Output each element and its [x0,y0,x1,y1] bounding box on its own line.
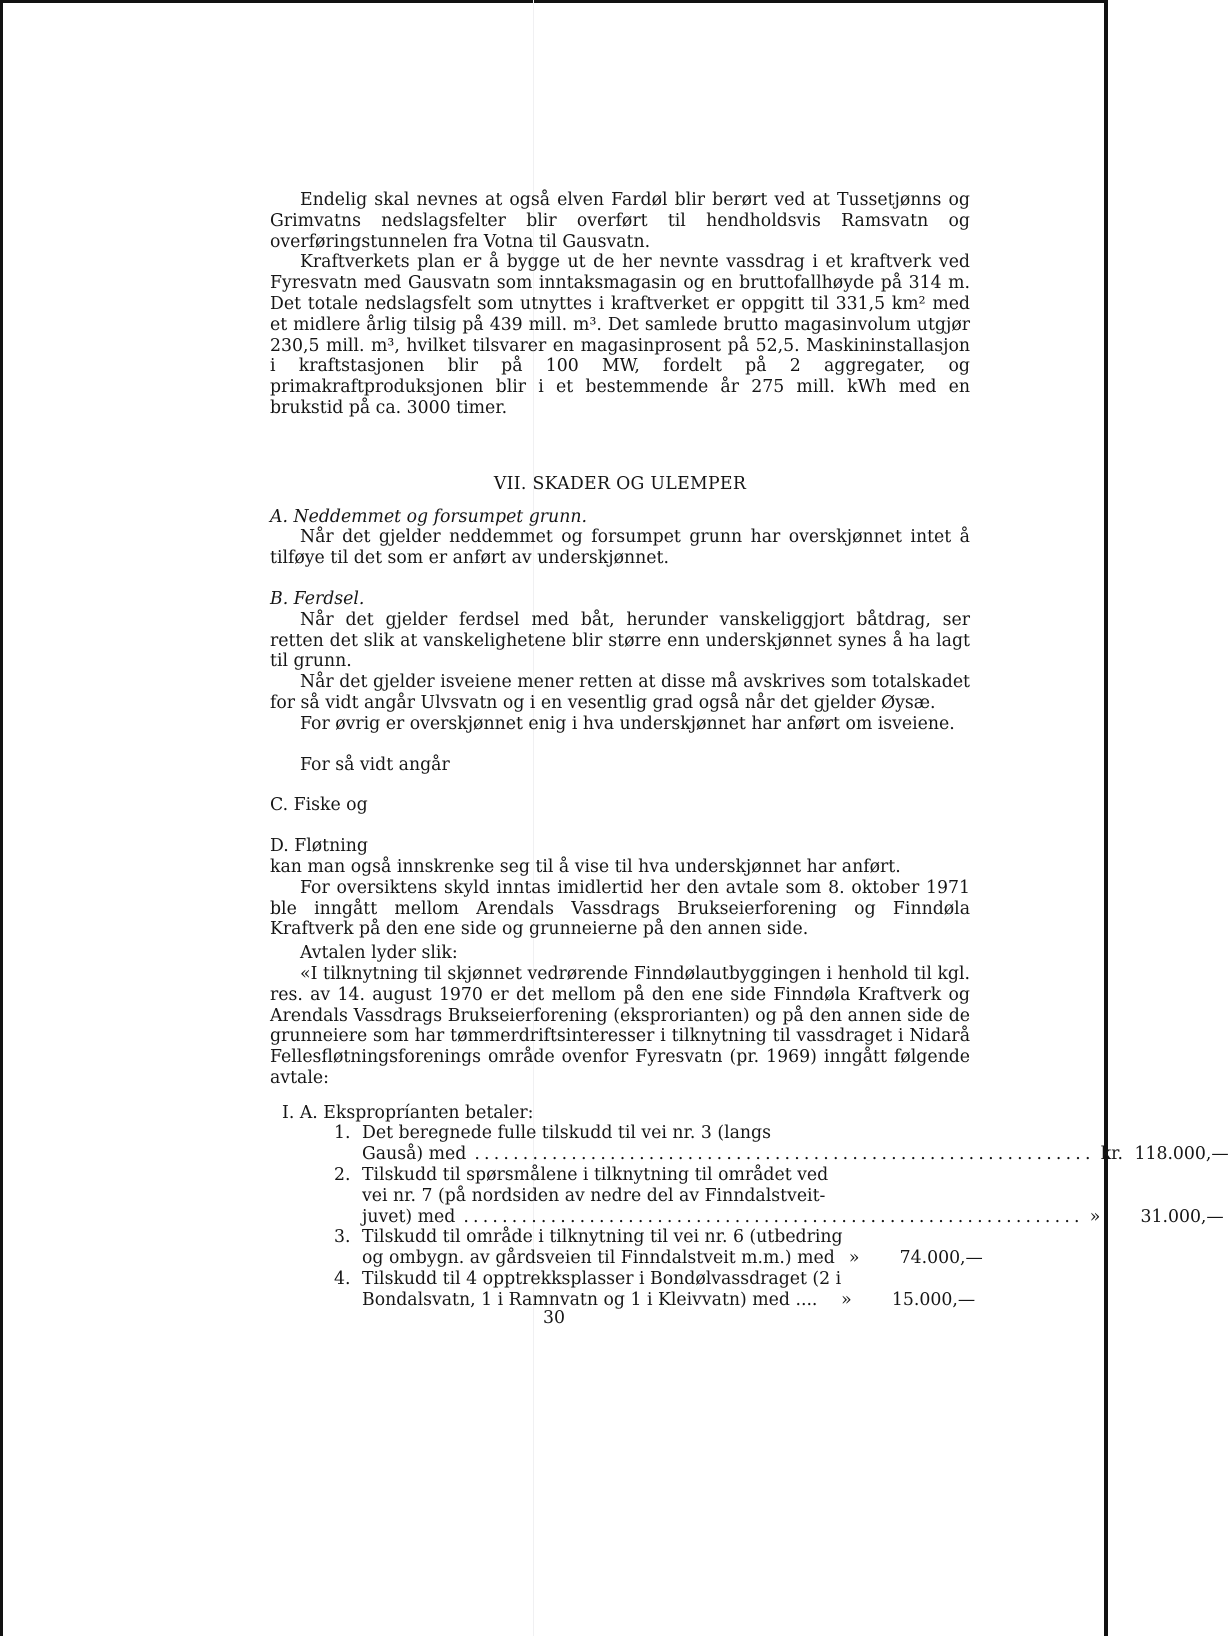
payment-number: 3. [334,1227,351,1248]
currency-symbol: » [841,1289,852,1310]
payment-text: Bondalsvatn, 1 i Ramnvatn og 1 i Kleivvatn) med .... [362,1289,818,1310]
payment-text: Tilskudd til 4 opptrekksplasser i Bondølvassdraget (2 i [362,1269,842,1290]
section-c-title: C. Fiske og [270,795,368,816]
payment-text: Tilskudd til område i tilknytning til vei nr. 6 (utbedring [362,1227,843,1248]
payment-text: Tilskudd til spørsmålene i tilknytning til området ved [362,1165,829,1186]
document-page [270,190,1229,1311]
payment-number: 4. [334,1269,351,1290]
payment-amount: 74.000,— [899,1248,983,1269]
payment-text: vei nr. 7 (på nordsiden av nedre del av Finndalstveit- [362,1185,826,1206]
dot-leader: ................................................................ [463,1206,1084,1227]
section-heading: VII. SKADER OG ULEMPER [493,473,747,494]
section-b-paragraph: Når det gjelder isveiene mener retten at disse må avskrives som totalskadet for så vidt angår Ulvsvatn og i en vesentlig grad også når det gjelder Øysæ. [270,672,970,713]
payment-number: 2. [334,1165,351,1186]
payment-list-heading: I. A. Ekspropríanten betaler: [282,1102,534,1123]
payment-item [270,1269,976,1311]
payment-amount: 118.000,— [1134,1144,1229,1165]
payment-item [270,1165,1224,1227]
payment-amount: 15.000,— [891,1289,976,1310]
payment-item [270,1227,983,1269]
agreement-quote: «I tilknytning til skjønnet vedrørende Finndølautbyggingen i henhold til kgl. res. av 14. august 1970 er det mellom på den ene side Finndøla Kraftverk og Arendals Vassdrags Brukseierforening (eksprorianten) og på den annen side de grunneiere som har tømmerdriftsinteresser i tilknytning til vassdraget i Nidarå Fellesfløtningsforenings område ovenfor Fyresvatn (pr. 1969) inngått følgende avtale: [270,963,970,1088]
paragraph-fardol: Endelig skal nevnes at også elven Fardøl blir berørt ved at Tussetjønns og Grimvatns nedslagsfelter blir overført til hendholdsvis Ramsvatn og overføringstunnelen fra Votna til Gausvatn. [270,190,970,252]
section-b-title: B. Ferdsel. [270,588,365,609]
payment-text: Det beregnede fulle tilskudd til vei nr. 3 (langs [362,1123,771,1144]
payment-number: 1. [334,1123,351,1144]
currency-symbol: » [1089,1206,1101,1227]
section-a-title: A. Neddemmet og forsumpet grunn. [270,506,587,527]
section-b-paragraph: For øvrig er overskjønnet enig i hva underskjønnet har anført om isveiene. [300,713,955,734]
page-number: 30 [543,1308,565,1328]
payment-item [270,1123,1229,1165]
overview-paragraph: For oversiktens skyld inntas imidlertid her den avtale som 8. oktober 1971 ble inngått mellom Arendals Vassdrags Brukseierforening og Finndøla Kraftverk på den ene side og grunneierne på den annen side. [270,877,970,940]
payment-amount: 31.000,— [1140,1206,1224,1227]
payment-text: Gauså) med [362,1144,467,1165]
agreement-intro: Avtalen lyder slik: [300,943,458,964]
after-d-text: kan man også innskrenke seg til å vise til hva underskjønnet har anført. [270,856,901,877]
section-b-paragraph: Når det gjelder ferdsel med båt, herunder vanskeliggjort båtdrag, ser retten det slik at vanskelighetene blir større enn underskjønnet synes å ha lagt til grunn. [270,609,970,672]
for-sa-vidt-text: For så vidt angår [300,754,450,775]
payment-text: juvet) med [362,1206,456,1227]
paragraph-kraftverk-plan: Kraftverkets plan er å bygge ut de her nevnte vassdrag i et kraftverk ved Fyresvatn med Gausvatn som inntaksmagasin og en bruttofallhøyde på 314 m. Det totale nedslagsfelt som utnyttes i kraftverket er oppgitt til 331,5 km² med et midlere årlig tilsig på 439 mill. m³. Det samlede brutto magasinvolum utgjør 230,5 mill. m³, hvilket tilsvarer en magasinprosent på 52,5. Maskininstallasjon i kraftstasjonen blir på 100 MW, fordelt på 2 aggregater, og primakraftproduksjonen blir i et bestemmende år 275 mill. kWh med en brukstid på ca. 3000 timer. [270,252,970,418]
payment-text: og ombygn. av gårdsveien til Finndalstveit m.m.) med [362,1248,835,1269]
currency-symbol: kr. [1100,1144,1124,1165]
currency-symbol: » [848,1248,860,1269]
section-d-title: D. Fløtning [270,836,368,857]
dot-leader: ................................................................ [474,1144,1095,1165]
section-a-text: Når det gjelder neddemmet og forsumpet grunn har overskjønnet intet å tilføye til det som er anført av underskjønnet. [270,527,970,569]
